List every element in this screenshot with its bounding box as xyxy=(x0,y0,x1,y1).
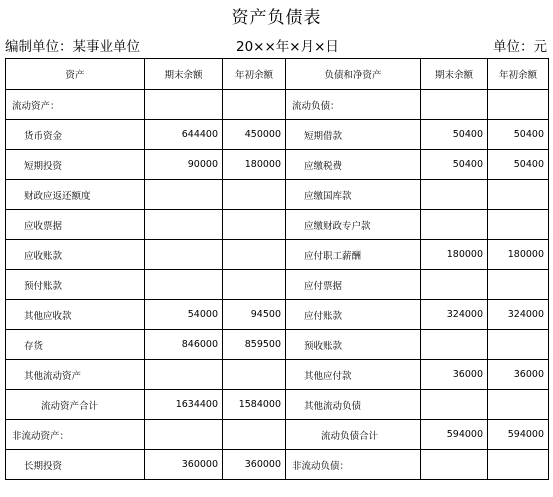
liability-end-balance-cell xyxy=(421,450,488,480)
asset-begin-balance-cell xyxy=(223,420,286,450)
liability-begin-balance-cell: 50400 xyxy=(488,120,549,150)
liability-item-label: 应付职工薪酬 xyxy=(286,240,421,270)
table-row xyxy=(6,270,549,300)
asset-begin-balance-cell xyxy=(223,210,286,240)
liability-item-label: 短期借款 xyxy=(286,120,421,150)
table-row xyxy=(6,240,549,270)
liability-item-label: 流动负债合计 xyxy=(286,420,421,450)
table-row xyxy=(6,450,549,480)
currency-unit: 单位：元 xyxy=(493,39,547,55)
report-title: 资产负债表 xyxy=(231,8,322,28)
asset-begin-balance-cell: 450000 xyxy=(223,120,286,150)
asset-item-label: 非流动资产： xyxy=(6,420,145,450)
table-row xyxy=(6,390,549,420)
asset-end-balance-cell xyxy=(145,90,223,120)
asset-item-label: 应收账款 xyxy=(6,240,145,270)
asset-item-label: 其他流动资产 xyxy=(6,360,145,390)
table-row xyxy=(6,150,549,180)
asset-begin-balance-cell: 859500 xyxy=(223,330,286,360)
liability-item-label: 预收账款 xyxy=(286,330,421,360)
liability-end-balance-cell: 36000 xyxy=(421,360,488,390)
table-row xyxy=(6,90,549,120)
asset-item-label: 流动资产： xyxy=(6,90,145,120)
asset-begin-balance-cell: 180000 xyxy=(223,150,286,180)
liability-item-label: 应付账款 xyxy=(286,300,421,330)
liability-end-balance-cell: 324000 xyxy=(421,300,488,330)
liability-begin-balance-cell: 594000 xyxy=(488,420,549,450)
liability-begin-balance-cell xyxy=(488,330,549,360)
asset-end-balance-cell: 360000 xyxy=(145,450,223,480)
column-header-asset-begin-balance: 年初余额 xyxy=(223,59,286,90)
liability-item-label: 其他流动负债 xyxy=(286,390,421,420)
asset-begin-balance-cell xyxy=(223,90,286,120)
liability-end-balance-cell xyxy=(421,330,488,360)
liability-begin-balance-cell xyxy=(488,390,549,420)
liability-begin-balance-cell xyxy=(488,90,549,120)
asset-end-balance-cell: 846000 xyxy=(145,330,223,360)
asset-begin-balance-cell xyxy=(223,360,286,390)
table-row xyxy=(6,180,549,210)
table-row xyxy=(6,330,549,360)
asset-end-balance-cell xyxy=(145,240,223,270)
table-row xyxy=(6,360,549,390)
liability-end-balance-cell xyxy=(421,180,488,210)
liability-end-balance-cell xyxy=(421,270,488,300)
liability-begin-balance-cell xyxy=(488,180,549,210)
asset-begin-balance-cell xyxy=(223,180,286,210)
table-row xyxy=(6,120,549,150)
liability-begin-balance-cell xyxy=(488,270,549,300)
asset-item-label: 存货 xyxy=(6,330,145,360)
asset-end-balance-cell: 54000 xyxy=(145,300,223,330)
liability-end-balance-cell: 50400 xyxy=(421,150,488,180)
asset-end-balance-cell xyxy=(145,270,223,300)
liability-end-balance-cell xyxy=(421,90,488,120)
liability-end-balance-cell: 50400 xyxy=(421,120,488,150)
column-header-liabilities: 负债和净资产 xyxy=(286,59,421,90)
liability-begin-balance-cell xyxy=(488,450,549,480)
asset-item-label: 货币资金 xyxy=(6,120,145,150)
liability-item-label: 其他应付款 xyxy=(286,360,421,390)
column-header-assets: 资产 xyxy=(6,59,145,90)
column-header-asset-end-balance: 期末余额 xyxy=(145,59,223,90)
asset-begin-balance-cell: 1584000 xyxy=(223,390,286,420)
liability-item-label: 应缴国库款 xyxy=(286,180,421,210)
asset-end-balance-cell: 1634400 xyxy=(145,390,223,420)
liability-begin-balance-cell: 50400 xyxy=(488,150,549,180)
asset-item-label: 长期投资 xyxy=(6,450,145,480)
asset-item-label: 流动资产合计 xyxy=(6,390,145,420)
liability-item-label: 应缴税费 xyxy=(286,150,421,180)
balance-sheet-table xyxy=(5,58,549,480)
liability-begin-balance-cell: 180000 xyxy=(488,240,549,270)
asset-item-label: 其他应收款 xyxy=(6,300,145,330)
liability-item-label: 流动负债： xyxy=(286,90,421,120)
liability-end-balance-cell: 594000 xyxy=(421,420,488,450)
asset-begin-balance-cell xyxy=(223,270,286,300)
liability-begin-balance-cell: 324000 xyxy=(488,300,549,330)
asset-end-balance-cell xyxy=(145,180,223,210)
asset-item-label: 短期投资 xyxy=(6,150,145,180)
liability-end-balance-cell: 180000 xyxy=(421,240,488,270)
table-row xyxy=(6,300,549,330)
liability-begin-balance-cell xyxy=(488,210,549,240)
liability-item-label: 应缴财政专户款 xyxy=(286,210,421,240)
liability-begin-balance-cell: 36000 xyxy=(488,360,549,390)
asset-item-label: 预付账款 xyxy=(6,270,145,300)
table-header-row xyxy=(6,59,549,90)
asset-end-balance-cell xyxy=(145,210,223,240)
asset-begin-balance-cell xyxy=(223,240,286,270)
liability-item-label: 应付票据 xyxy=(286,270,421,300)
asset-end-balance-cell xyxy=(145,360,223,390)
report-date: 20××年×月×日 xyxy=(236,39,339,55)
liability-end-balance-cell xyxy=(421,390,488,420)
table-row xyxy=(6,420,549,450)
liability-end-balance-cell xyxy=(421,210,488,240)
column-header-liability-begin-balance: 年初余额 xyxy=(488,59,549,90)
column-header-liability-end-balance: 期末余额 xyxy=(421,59,488,90)
asset-end-balance-cell xyxy=(145,420,223,450)
asset-item-label: 财政应返还额度 xyxy=(6,180,145,210)
liability-item-label: 非流动负债： xyxy=(286,450,421,480)
asset-end-balance-cell: 90000 xyxy=(145,150,223,180)
asset-end-balance-cell: 644400 xyxy=(145,120,223,150)
asset-item-label: 应收票据 xyxy=(6,210,145,240)
asset-begin-balance-cell: 94500 xyxy=(223,300,286,330)
asset-begin-balance-cell: 360000 xyxy=(223,450,286,480)
preparing-unit: 编制单位：某事业单位 xyxy=(5,39,140,55)
table-row xyxy=(6,210,549,240)
